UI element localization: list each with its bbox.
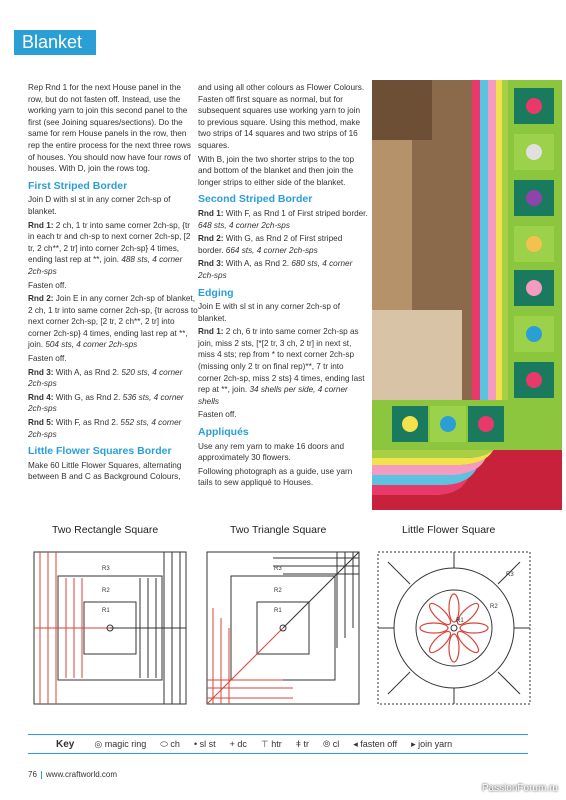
flower-squares-paragraph: Make 60 Little Flower Squares, alternating between B and C as Background Colours, — [28, 460, 182, 482]
label-r2: R2 — [102, 588, 110, 594]
edging-round-1: Rnd 1: 2 ch, 6 tr into same corner 2ch-sp as join, miss 2 sts, [*[2 tr, 3 ch, 2 tr] in next st, miss 4 sts; rep from * to next corner 2ch-sp (missing only 2 tr on final rep)**, 7 tr into corner 2ch-sp, miss 2 sts} 4 times, ending last rep at **, join. 34 shells per side, 4 corner shells — [198, 327, 365, 406]
heading-second-striped-border: Second Striped Border — [198, 193, 313, 206]
round-4: Rnd 4: With G, as Rnd 2. 536 sts, 4 corner 2ch-sps — [28, 392, 184, 414]
round-1: Rnd 1: With F, as Rnd 1 of First striped border. 648 sts, 4 corner 2ch-sps — [198, 208, 368, 230]
chain-icon: ⬭ ch — [160, 738, 180, 749]
key-title: Key — [56, 738, 75, 750]
left-column — [28, 82, 198, 485]
appliques-paragraph-2: Following photograph as a guide, use yarn tails to sew appliqué to Houses. — [198, 466, 353, 488]
round-2: Rnd 2: With G, as Rnd 2 of First striped border. 664 sts, 4 corner 2ch-sps — [198, 234, 343, 255]
two-triangle-square-diagram — [203, 548, 363, 708]
magic-ring-icon: ◎ magic ring — [94, 738, 147, 749]
label-r3: R3 — [102, 566, 110, 572]
round-3: Rnd 3: With A, as Rnd 2. 680 sts, 4 corner 2ch-sps — [198, 259, 353, 280]
fasten-off-1: Fasten off. — [28, 280, 67, 290]
watermark: PassionForum.ru — [481, 783, 558, 794]
fasten-off: Fasten off. — [198, 410, 237, 420]
page-number: 76 — [28, 770, 37, 779]
appliques-paragraph-1: Use any rem yarn to make 16 doors and approximately 30 flowers. — [198, 441, 345, 463]
blanket-photo — [372, 80, 562, 510]
htr-icon: ⊤ htr — [260, 738, 282, 749]
dc-icon: + dc — [229, 739, 247, 749]
middle-column — [198, 82, 368, 491]
round-3: Rnd 3: With A, as Rnd 2. 520 sts, 4 corner 2ch-sps — [28, 367, 183, 389]
colours-paragraph: and using all other colours as Flower Colours. Fasten off first square as normal, but for subsequent squares use working yarn to join to previous square. Using this method, make two strips of 14 squares and two strips of 16 squares. — [198, 83, 365, 150]
diagram-title-rectangle: Two Rectangle Square — [52, 524, 159, 536]
page-footer — [28, 770, 117, 779]
label-r2: R2 — [490, 604, 498, 610]
label-r2: R2 — [274, 588, 282, 594]
site-url: www.craftworld.com — [45, 770, 118, 779]
edging-join: Join E with sl st in any corner 2ch-sp of blanket. — [198, 302, 340, 323]
round-1: Rnd 1: 2 ch, 1 tr into same corner 2ch-sp, {tr in each tr and ch-sp to next corner 2ch-sp, [2 tr, 2 ch**, 2 tr] into corner 2ch-sp} 4 times, ending last rep at **, join. 488 sts, 4 corner 2ch-sps — [28, 220, 191, 276]
fasten-off-2: Fasten off. — [28, 354, 67, 364]
join-strips-paragraph: With B, join the two shorter strips to the top and bottom of the blanket and then join the longer strips to either side of the blanket. — [198, 154, 355, 187]
two-rectangle-square-diagram — [30, 548, 190, 708]
intro-paragraph: Rep Rnd 1 for the next House panel in the row, but do not fasten off. Instead, use the working yarn to join this second panel to the first (see Joining squares/sections). Do the same for rem House panels in the row, then rep the entire process for the next three rows of houses. You should now have four rows of houses. With D, join the rows tog. — [28, 83, 191, 174]
round-5: Rnd 5: With F, as Rnd 2. 552 sts, 4 corner 2ch-sps — [28, 418, 182, 439]
round-2: Rnd 2: Join E in any corner 2ch-sp of blanket, 2 ch, 1 tr into same corner 2ch-sp, {tr across to next corner 2ch-sp, [2 tr, 2 ch**, 2 tr] into corner 2ch-sp} 4 times, ending last rep at **, join. 504 sts, 4 corner 2ch-sps — [28, 294, 198, 350]
diagram-title-flower: Little Flower Square — [402, 524, 496, 536]
stitch-key — [28, 734, 528, 754]
cluster-icon: ⦾ cl — [323, 738, 340, 749]
heading-edging: Edging — [198, 286, 234, 299]
tr-icon: ǂ tr — [295, 739, 310, 749]
label-r3: R3 — [506, 572, 514, 578]
label-r1: R1 — [456, 618, 464, 624]
diagram-title-triangle: Two Triangle Square — [230, 524, 327, 536]
label-r3: R3 — [274, 566, 282, 572]
heading-first-striped-border: First Striped Border — [28, 179, 128, 192]
heading-appliques: Appliqués — [198, 426, 249, 439]
label-r1: R1 — [274, 608, 282, 614]
join-instruction: Join D with sl st in any corner 2ch-sp of blanket. — [28, 195, 171, 216]
page-title: Blanket — [14, 30, 96, 55]
heading-little-flower-border: Little Flower Squares Border — [28, 445, 172, 458]
fasten-off-icon: ◂ fasten off — [353, 738, 398, 749]
join-yarn-icon: ▸ join yarn — [411, 738, 453, 749]
slip-stitch-icon: • sl st — [193, 739, 216, 749]
label-r1: R1 — [102, 608, 110, 614]
